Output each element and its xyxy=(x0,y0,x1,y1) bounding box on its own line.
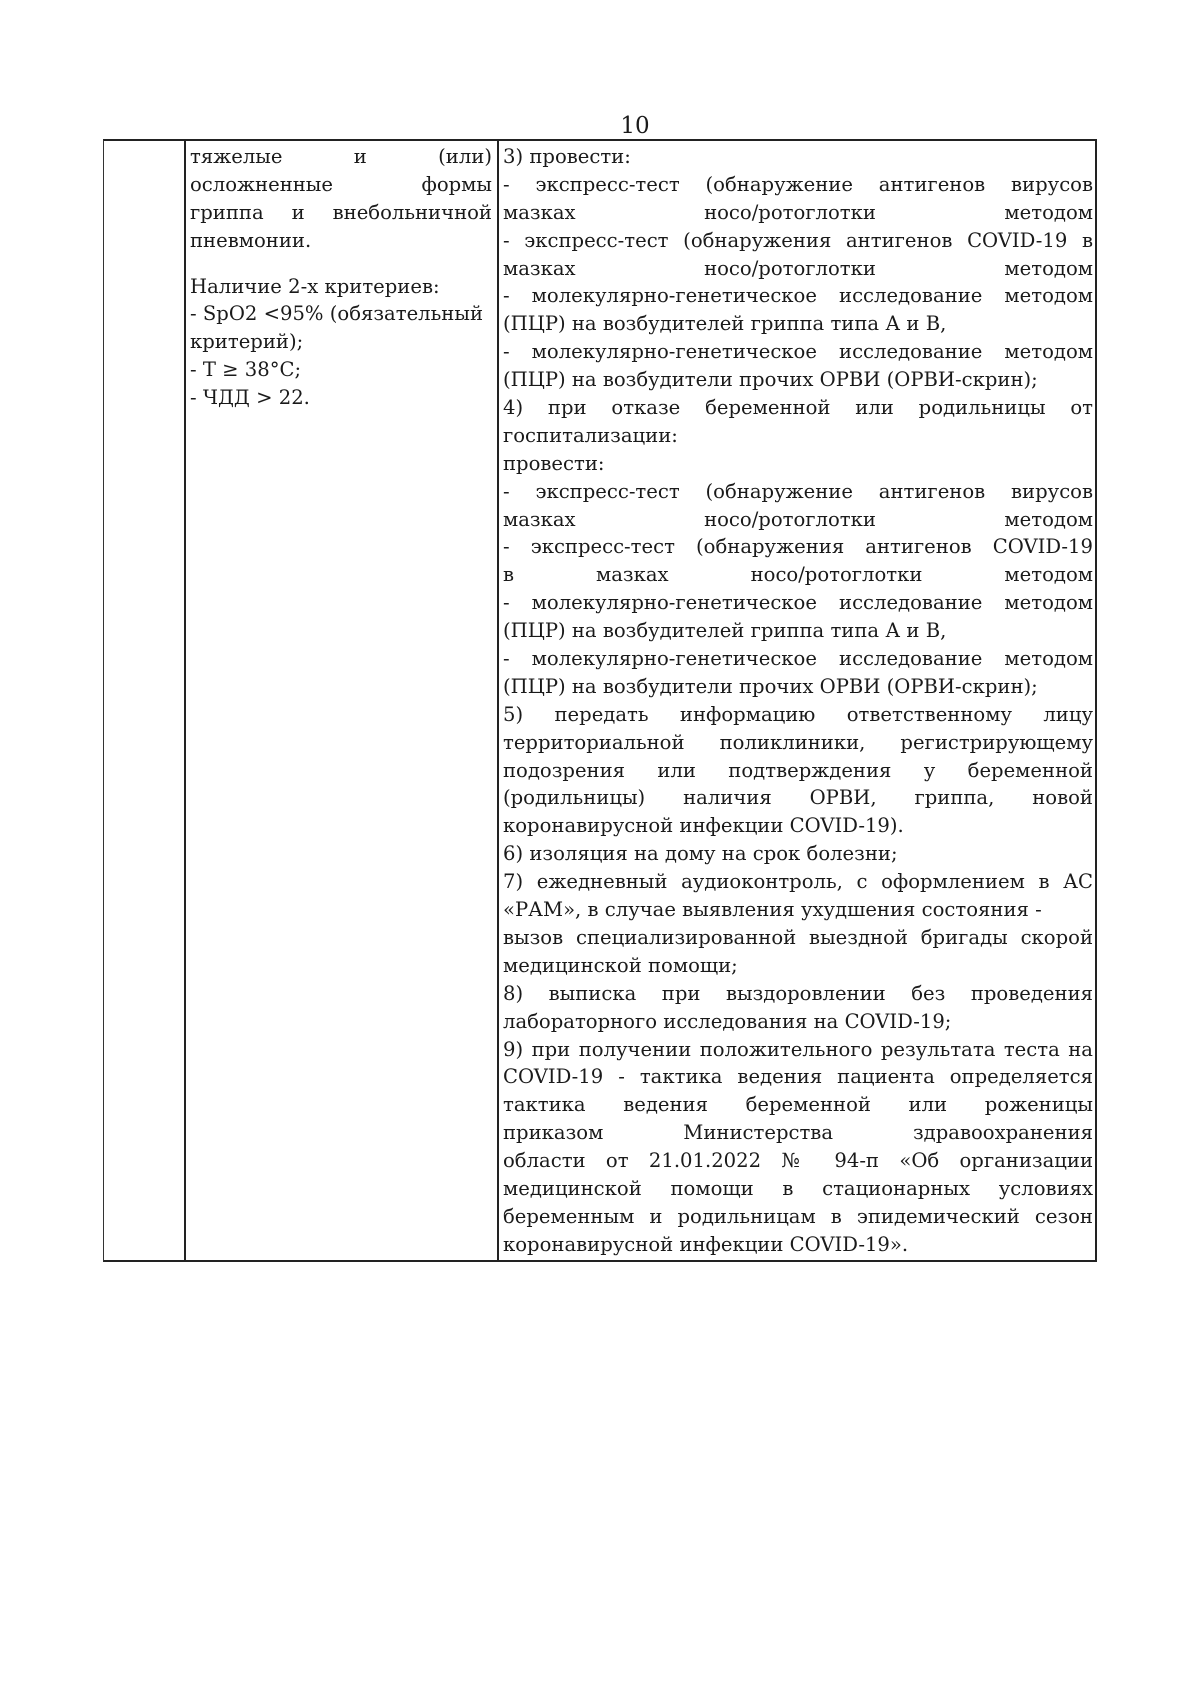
text-line: - SpO2 <95% (обязательный xyxy=(190,302,483,326)
text-line: (ПЦР) на возбудителей гриппа типа А и В, xyxy=(503,619,947,643)
text-line: - молекулярно-генетическое исследование методом xyxy=(503,591,1093,615)
text-line: - молекулярно-генетическое исследование методом xyxy=(503,647,1093,671)
text-line: коронавирусной инфекции COVID-19). xyxy=(503,814,904,838)
text-line: медицинской помощи в стационарных условиях xyxy=(503,1176,1093,1200)
text-line: мазках носо/ротоглотки методом xyxy=(503,200,1093,224)
criteria-description xyxy=(190,143,492,255)
text-line: провести: xyxy=(503,451,605,475)
text-line: (ПЦР) на возбудители прочих ОРВИ (ОРВИ-скрин); xyxy=(503,674,1038,698)
text-line: 7) ежедневный аудиоконтроль, с оформлением в АС xyxy=(503,870,1093,894)
text-line: Наличие 2-х критериев: xyxy=(190,274,440,298)
criteria-cell xyxy=(190,141,492,412)
text-line: (ПЦР) на возбудители прочих ОРВИ (ОРВИ-скрин); xyxy=(503,368,1038,392)
page-number: 10 xyxy=(620,113,650,139)
text-line: - экспресс-тест (обнаружения антигенов COVID-19 xyxy=(503,535,1093,559)
text-line: - молекулярно-генетическое исследование методом xyxy=(503,340,1093,364)
column-divider-2 xyxy=(497,141,499,1260)
text-line: беременным и родильницам в эпидемический сезон xyxy=(503,1204,1093,1228)
text-line: - экспресс-тест (обнаружение антигенов вирусов xyxy=(503,172,1093,196)
text-line: (ПЦР) на возбудителей гриппа типа А и В, xyxy=(503,312,947,336)
text-line: «РАМ», в случае выявления ухудшения состояния - xyxy=(503,898,1042,922)
text-line: 9) при получении положительного результата теста на xyxy=(503,1037,1093,1061)
text-line: 3) провести: xyxy=(503,145,631,168)
text-line: - молекулярно-генетическое исследование методом xyxy=(503,284,1093,308)
text-line: - экспресс-тест (обнаружение антигенов вирусов xyxy=(503,479,1093,503)
text-line: - экспресс-тест (обнаружения антигенов COVID-19 в xyxy=(503,228,1093,252)
text-line: коронавирусной инфекции COVID-19». xyxy=(503,1232,909,1256)
text-line: подозрения или подтверждения у беременной xyxy=(503,758,1093,782)
text-line: - Т ≥ 38°С; xyxy=(190,358,302,382)
text-line: территориальной поликлиники, регистрирующему xyxy=(503,730,1093,754)
document-table xyxy=(103,139,1097,1262)
text-line: пневмонии. xyxy=(190,228,312,252)
text-line: тактика ведения беременной или роженицы xyxy=(503,1093,1093,1117)
text-line: тяжелые и (или) xyxy=(190,145,492,168)
text-line: лабораторного исследования на COVID-19; xyxy=(503,1009,952,1033)
text-line: мазках носо/ротоглотки методом xyxy=(503,507,1093,531)
criteria-list xyxy=(190,273,492,412)
text-line: вызов специализированной выездной бригады скорой xyxy=(503,925,1093,949)
text-line: госпитализации: xyxy=(503,423,678,447)
text-line: - ЧДД > 22. xyxy=(190,386,310,410)
text-line: медицинской помощи; xyxy=(503,953,738,977)
text-line: критерий); xyxy=(190,330,304,354)
text-line: осложненные формы xyxy=(190,172,492,196)
text-line: 5) передать информацию ответственному лицу xyxy=(503,702,1093,726)
text-line: мазках носо/ротоглотки методом xyxy=(503,256,1093,280)
text-line: приказом Министерства здравоохранения xyxy=(503,1121,1093,1145)
text-line: в мазках носо/ротоглотки методом xyxy=(503,563,1093,587)
paragraph-gap xyxy=(190,255,492,273)
text-line: гриппа и внебольничной xyxy=(190,200,492,224)
text-line: COVID-19 - тактика ведения пациента определяется xyxy=(503,1065,1093,1089)
text-line: 8) выписка при выздоровлении без проведения xyxy=(503,981,1093,1005)
text-line: 4) при отказе беременной или родильницы от xyxy=(503,396,1093,420)
text-line: области от 21.01.2022 № 94-п «Об организации xyxy=(503,1149,1093,1173)
actions-cell xyxy=(503,141,1093,1259)
actions-text xyxy=(503,143,1093,1259)
text-line: (родильницы) наличия ОРВИ, гриппа, новой xyxy=(503,786,1093,810)
column-divider-1 xyxy=(184,141,186,1260)
text-line: 6) изоляция на дому на срок болезни; xyxy=(503,842,898,866)
